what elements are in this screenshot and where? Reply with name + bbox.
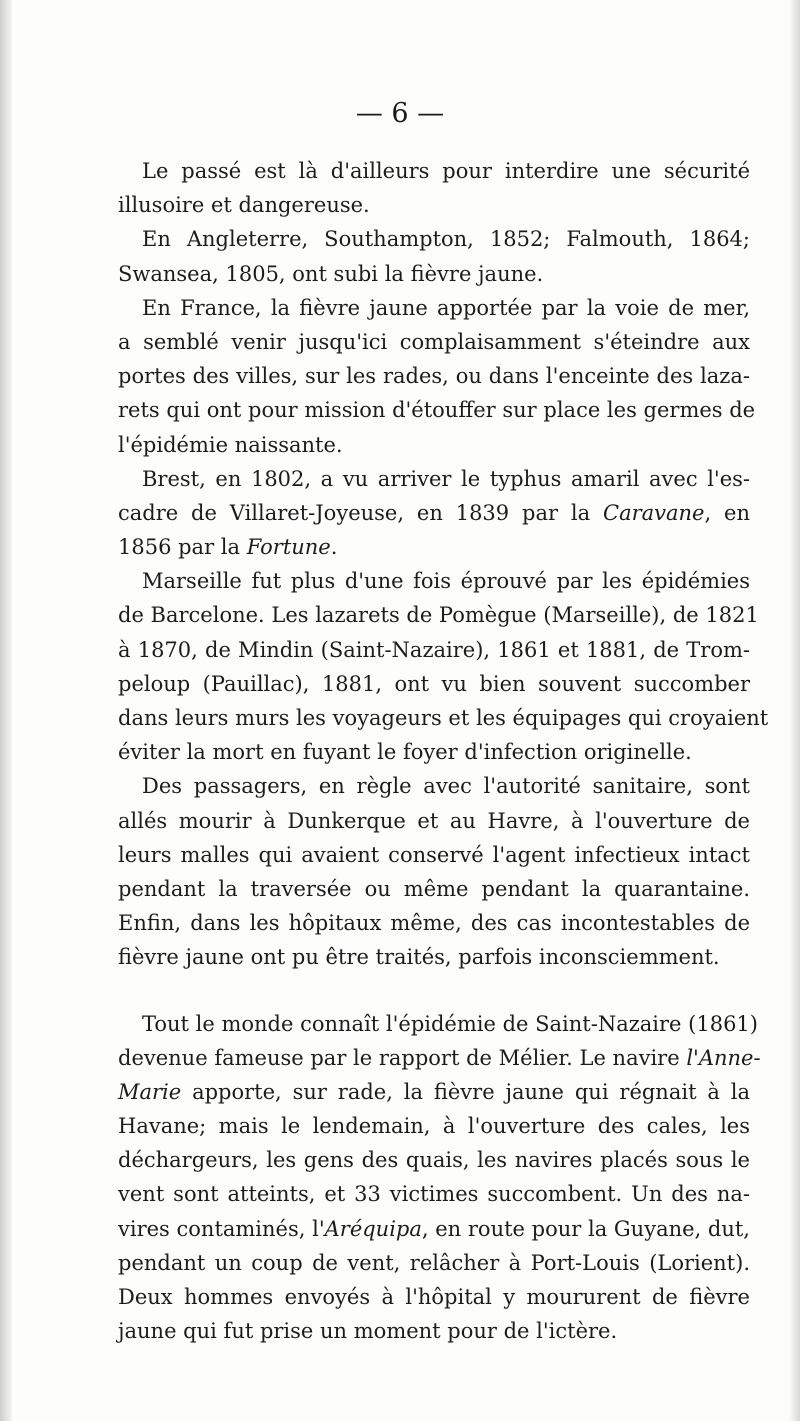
- text-line: allés mourir à Dunkerque et au Havre, à l'ouverture de: [118, 808, 750, 833]
- paragraph: [118, 291, 756, 462]
- text-line: peloup (Pauillac), 1881, ont vu bien souvent succomber: [118, 671, 750, 696]
- text-line: Enfin, dans les hôpitaux même, des cas incontestables de: [118, 911, 750, 936]
- text-line: Marseille fut plus d'une fois éprouvé par les épidémies: [142, 569, 750, 594]
- text-line: portes des villes, sur les rades, ou dans l'enceinte des laza-: [118, 364, 750, 389]
- text-line: Brest, en 1802, a vu arriver le typhus amaril avec l'es-: [142, 466, 750, 491]
- text-line: fièvre jaune ont pu être traités, parfois inconsciemment.: [118, 945, 720, 970]
- italic-title: Caravane: [603, 500, 705, 525]
- text-line: Havane; mais le lendemain, à l'ouverture des cales, les: [118, 1114, 750, 1139]
- text-line: déchargeurs, les gens des quais, les navires placés sous le: [118, 1148, 750, 1173]
- text-line: Deux hommes envoyés à l'hôpital y moururent de fièvre: [118, 1285, 750, 1309]
- paragraph: [118, 769, 750, 974]
- body-text: [118, 154, 769, 1348]
- text-line: Des passagers, en règle avec l'autorité sanitaire, sont: [142, 774, 750, 799]
- text-line: Marie apporte, sur rade, la fièvre jaune qui régnait à la: [118, 1079, 750, 1104]
- text-line: leurs malles qui avaient conservé l'agent infectieux intact: [118, 842, 750, 867]
- text-line: a semblé venir jusqu'ici complaisamment s'éteindre aux: [118, 329, 750, 354]
- paragraph: [118, 1007, 761, 1349]
- text-line: pendant la traversée ou même pendant la quarantaine.: [118, 876, 750, 901]
- text-line: de Barcelone. Les lazarets de Pomègue (Marseille), de 1821: [118, 603, 759, 628]
- italic-title: Fortune: [246, 535, 331, 560]
- text-line: Tout le monde connaît l'épidémie de Saint-Nazaire (1861): [142, 1011, 758, 1036]
- text-line: Swansea, 1805, ont subi la fièvre jaune.: [118, 261, 544, 286]
- text-line: dans leurs murs les voyageurs et les équipages qui croyaient: [118, 706, 769, 730]
- italic-title: l'Anne-: [686, 1045, 761, 1070]
- text-line: devenue fameuse par le rapport de Mélier. Le navire l'Anne-: [118, 1045, 761, 1070]
- page-left-edge: [0, 0, 12, 1421]
- text-line: l'épidémie naissante.: [118, 432, 343, 457]
- italic-title: Marie: [118, 1079, 182, 1104]
- text-line: Le passé est là d'ailleurs pour interdire une sécurité: [142, 159, 750, 183]
- paragraph: [118, 564, 769, 769]
- italic-title: Aréquipa: [324, 1216, 422, 1241]
- page-right-edge: [790, 0, 800, 1421]
- text-line: jaune qui fut prise un moment pour de l'ictère.: [118, 1319, 618, 1344]
- text-line: vires contaminés, l'Aréquipa, en route pour la Guyane, dut,: [118, 1216, 750, 1241]
- text-line: rets qui ont pour mission d'étouffer sur place les germes de: [118, 398, 756, 423]
- text-line: cadre de Villaret-Joyeuse, en 1839 par la Caravane, en: [118, 500, 750, 525]
- text-line: pendant un coup de vent, relâcher à Port-Louis (Lorient).: [118, 1250, 750, 1275]
- page-number: — 6 —: [355, 98, 445, 129]
- text-line: à 1870, de Mindin (Saint-Nazaire), 1861 et 1881, de Trom-: [118, 637, 750, 662]
- text-line: éviter la mort en fuyant le foyer d'infection originelle.: [118, 740, 692, 765]
- paragraph: [118, 222, 750, 290]
- text-line: En France, la fièvre jaune apportée par la voie de mer,: [142, 295, 750, 320]
- text-line: vent sont atteints, et 33 victimes succombent. Un des na-: [118, 1182, 750, 1207]
- text-line: En Angleterre, Southampton, 1852; Falmouth, 1864;: [142, 227, 750, 252]
- paragraph: [118, 462, 750, 565]
- text-line: illusoire et dangereuse.: [118, 193, 370, 218]
- text-line: 1856 par la Fortune.: [118, 535, 338, 560]
- paragraph: [118, 154, 750, 222]
